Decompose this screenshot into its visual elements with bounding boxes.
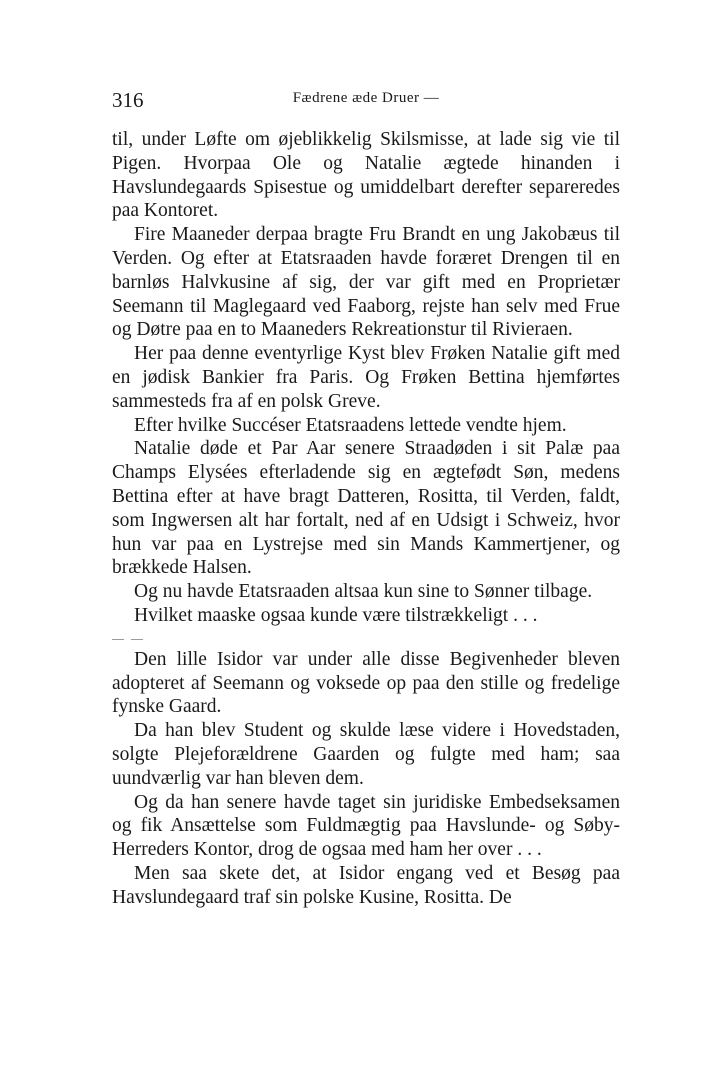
page-header <box>112 88 620 112</box>
page-number: 316 <box>112 88 144 112</box>
paragraph: Hvilket maaske ogsaa kunde være tilstrækkeligt . . . <box>134 604 538 626</box>
body-text <box>112 128 620 910</box>
section-separator: — — <box>112 630 145 645</box>
paragraph: Og nu havde Etatsraaden altsaa kun sine to Sønner tilbage. <box>134 581 593 603</box>
paragraph: Men saa skete det, at Isidor engang ved et Besøg paa Havslundegaard traf sin polske Kusine, Rositta. De <box>112 862 620 908</box>
paragraph: Fire Maaneder derpaa bragte Fru Brandt en ung Jakobæus til Verden. Og efter at Etatsraaden havde foræret Drengen til en barnløs Halvkusine af sig, der var gift med en Proprietær Seemann til Maglegaard ved Faaborg, rejste han selv med Frue og Døtre paa en to Maaneders Rekreationstur til Rivieraen. <box>112 224 620 341</box>
paragraph: Efter hvilke Succéser Etatsraadens lettede vendte hjem. <box>134 414 567 436</box>
paragraph: Den lille Isidor var under alle disse Begivenheder bleven adopteret af Seemann og voksede op paa den stille og fredelige fynske Gaard. <box>112 648 620 718</box>
paragraph: til, under Løfte om øjeblikkelig Skilsmisse, at lade sig vie til Pigen. Hvorpaa Ole og Natalie ægtede hinanden i Havslundegaards Spisestue og umiddelbart derefter separeredes paa Kontoret. <box>112 129 620 222</box>
paragraph: Natalie døde et Par Aar senere Straadøden i sit Palæ paa Champs Elysées efterladende sig en ægtefødt Søn, medens Bettina efter at have bragt Datteren, Rositta, til Verden, faldt, som Ingwersen alt har fortalt, ned af en Udsigt i Schweiz, hvor hun var paa en Lystrejse med sin Mands Kammertjener, og brækkede Halsen. <box>112 438 620 579</box>
paragraph: Da han blev Student og skulde læse videre i Hovedstaden, solgte Plejeforældrene Gaarden og fulgte med ham; saa uundværlig var han bleven dem. <box>112 720 620 789</box>
running-title: Fædrene æde Druer — <box>292 90 440 106</box>
paragraph: Her paa denne eventyrlige Kyst blev Frøken Natalie gift med en jødisk Bankier fra Paris. Og Frøken Bettina hjemførtes sammesteds fra af en polsk Greve. <box>112 343 620 412</box>
paragraph: Og da han senere havde taget sin juridiske Embedseksamen og fik Ansættelse som Fuldmægtig paa Havslunde- og Søby-Herreders Kontor, drog de ogsaa med ham her over . . . <box>112 791 620 861</box>
